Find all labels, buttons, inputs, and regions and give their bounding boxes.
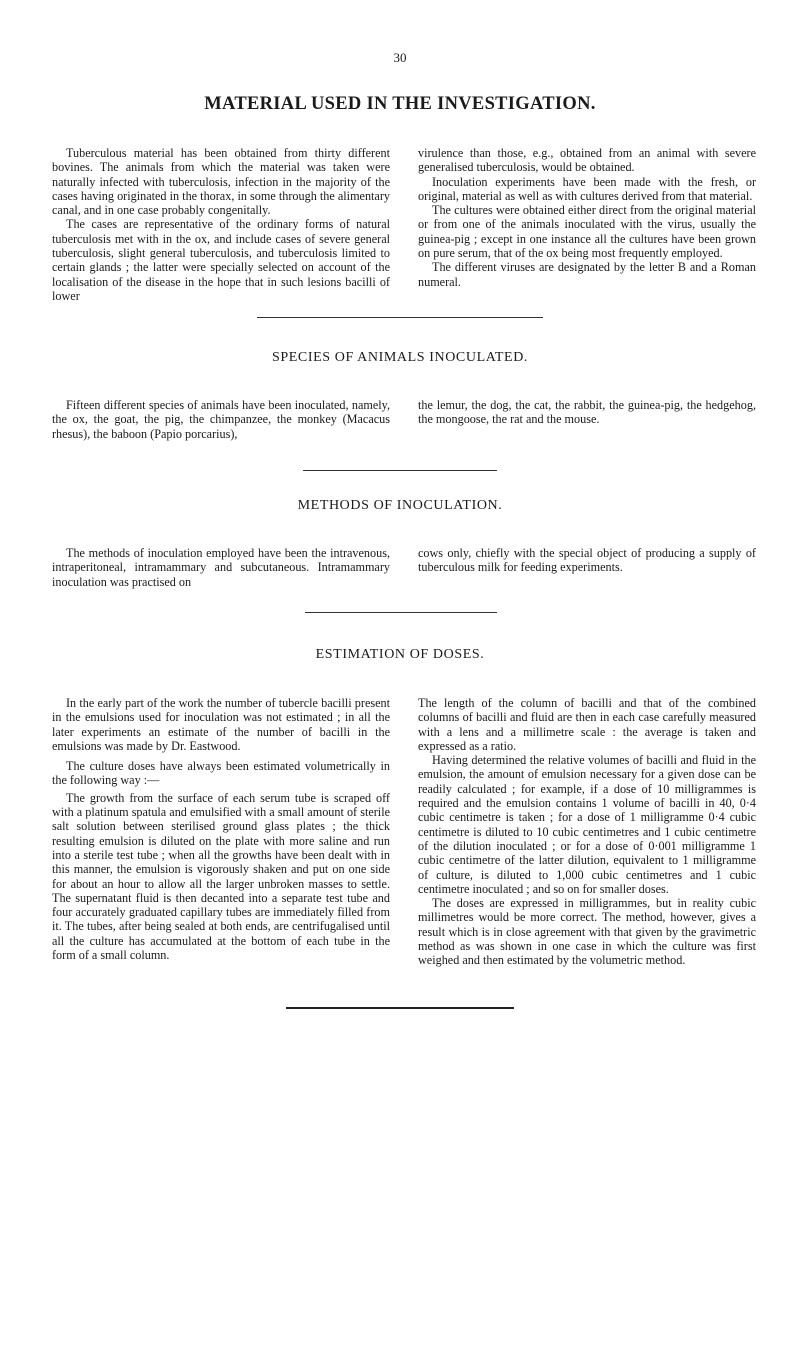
paragraph: Having determined the relative volumes of bacilli and fluid in the emulsion, the amount of emulsion necessary for a given dose can be readily calculated ; for example, if a dose of 10 milligrammes is required and the emulsion contains 1 volume of bacilli in 40, 0·4 cubic centimetre is taken ; for a dose of 1 milligramme 0·4 cubic centimetre is diluted to 10 cubic centimetres and 1 cubic centimetre of the dilution inoculated ; or for a dose of 0·001 milligramme 1 cubic centimetre of the latter dilution, equivalent to 1 milligramme of culture, is diluted to 1,000 cubic centimetres and 1 cubic centimetre inoculated ; and so on for smaller doses. (418, 753, 756, 896)
paragraph: Tuberculous material has been obtained from thirty different bovines. The animals from which the material was taken were naturally infected with tuberculosis, infection in the majority of the cases having originated in the thorax, in some through the alimentary canal, and in one case probably congenitally. (52, 146, 390, 218)
paragraph: Fifteen different species of animals have been inoculated, namely, the ox, the goat, the pig, the chimpanzee, the monkey (Macacus rhesus), the baboon (Papio porcarius), (52, 398, 390, 441)
paragraph: In the early part of the work the number of tubercle bacilli present in the emulsions used for inoculation was not estimated ; in all the later experiments an estimate of the number of bacilli in the emulsions was made by Dr. Eastwood. (52, 696, 390, 753)
paragraph: The length of the column of bacilli and that of the combined columns of bacilli and fluid are then in each case carefully measured with a lens and a millimetre scale : the average is taken and expressed as a ratio. (418, 696, 756, 753)
paragraph: cows only, chiefly with the special object of producing a supply of tuberculous milk for feeding experiments. (418, 546, 756, 575)
left-column (52, 696, 390, 968)
right-column (418, 146, 756, 303)
section-material-body (52, 146, 756, 303)
section-divider (303, 470, 497, 471)
left-column (52, 546, 390, 589)
paragraph: The culture doses have always been estimated volumetrically in the following way :— (52, 759, 390, 788)
section-title-species: SPECIES OF ANIMALS INOCULATED. (271, 350, 529, 365)
section-divider (305, 612, 497, 613)
paragraph: The doses are expressed in milligrammes, but in reality cubic millimetres would be more correct. The method, however, gives a result which is in close agreement with that given by the gravimetric method as was shown in one case in which the culture was first weighed and then estimated by the volumetric method. (418, 896, 756, 968)
paragraph: The different viruses are designated by the letter B and a Roman numeral. (418, 260, 756, 289)
page-number: 30 (393, 50, 407, 65)
paragraph: The growth from the surface of each serum tube is scraped off with a platinum spatula and emulsified with a small amount of sterile salt solution between sterilised ground glass plates ; the thick resulting emulsion is diluted on the plate with more saline and run into a sterile test tube ; when all the growths have been dealt with in this manner, the emulsion is vigorously shaken and put on one side for about an hour to allow all the larger unbroken masses to settle. The supernatant fluid is then decanted into a separate test tube and four accurately graduated capillary tubes are immediately filled from it. The tubes, after being sealed at both ends, are centrifugalised until all the culture has accumulated at the bottom of each tube in the form of a small column. (52, 790, 390, 963)
end-divider (286, 1007, 514, 1009)
section-species-body (52, 398, 756, 441)
paragraph: Inoculation experiments have been made with the fresh, or original, material as well as with cultures derived from that material. (418, 174, 756, 203)
right-column (418, 696, 756, 968)
right-column (418, 398, 756, 441)
section-divider (257, 317, 543, 318)
page-title: MATERIAL USED IN THE INVESTIGATION. (204, 94, 596, 114)
left-column (52, 146, 390, 303)
paragraph: The cultures were obtained either direct from the original material or from one of the animals inoculated with the virus, usually the guinea-pig ; except in one instance all the cultures have been grown on pure serum, that of the ox being most frequently employed. (418, 203, 756, 261)
paragraph: virulence than those, e.g., obtained from an animal with severe generalised tuberculosis, would be obtained. (418, 146, 756, 175)
paragraph: the lemur, the dog, the cat, the rabbit, the guinea-pig, the hedgehog, the mongoose, the rat and the mouse. (418, 398, 756, 427)
section-title-estimation: ESTIMATION OF DOSES. (315, 647, 485, 662)
right-column (418, 546, 756, 589)
section-methods-body (52, 546, 756, 589)
section-title-methods: METHODS OF INOCULATION. (297, 498, 503, 513)
left-column (52, 398, 390, 441)
section-estimation-body (52, 696, 756, 968)
paragraph: The methods of inoculation employed have been the intravenous, intraperitoneal, intramammary and subcutaneous. Intramammary inoculation was practised on (52, 546, 390, 589)
paragraph: The cases are representative of the ordinary forms of natural tuberculosis met with in the ox, and include cases of severe general tuberculosis, slight general tuberculosis, and tuberculosis limited to certain glands ; the latter were specially selected on account of the localisation of the disease in the hope that in such lesions bacilli of lower (52, 217, 390, 303)
